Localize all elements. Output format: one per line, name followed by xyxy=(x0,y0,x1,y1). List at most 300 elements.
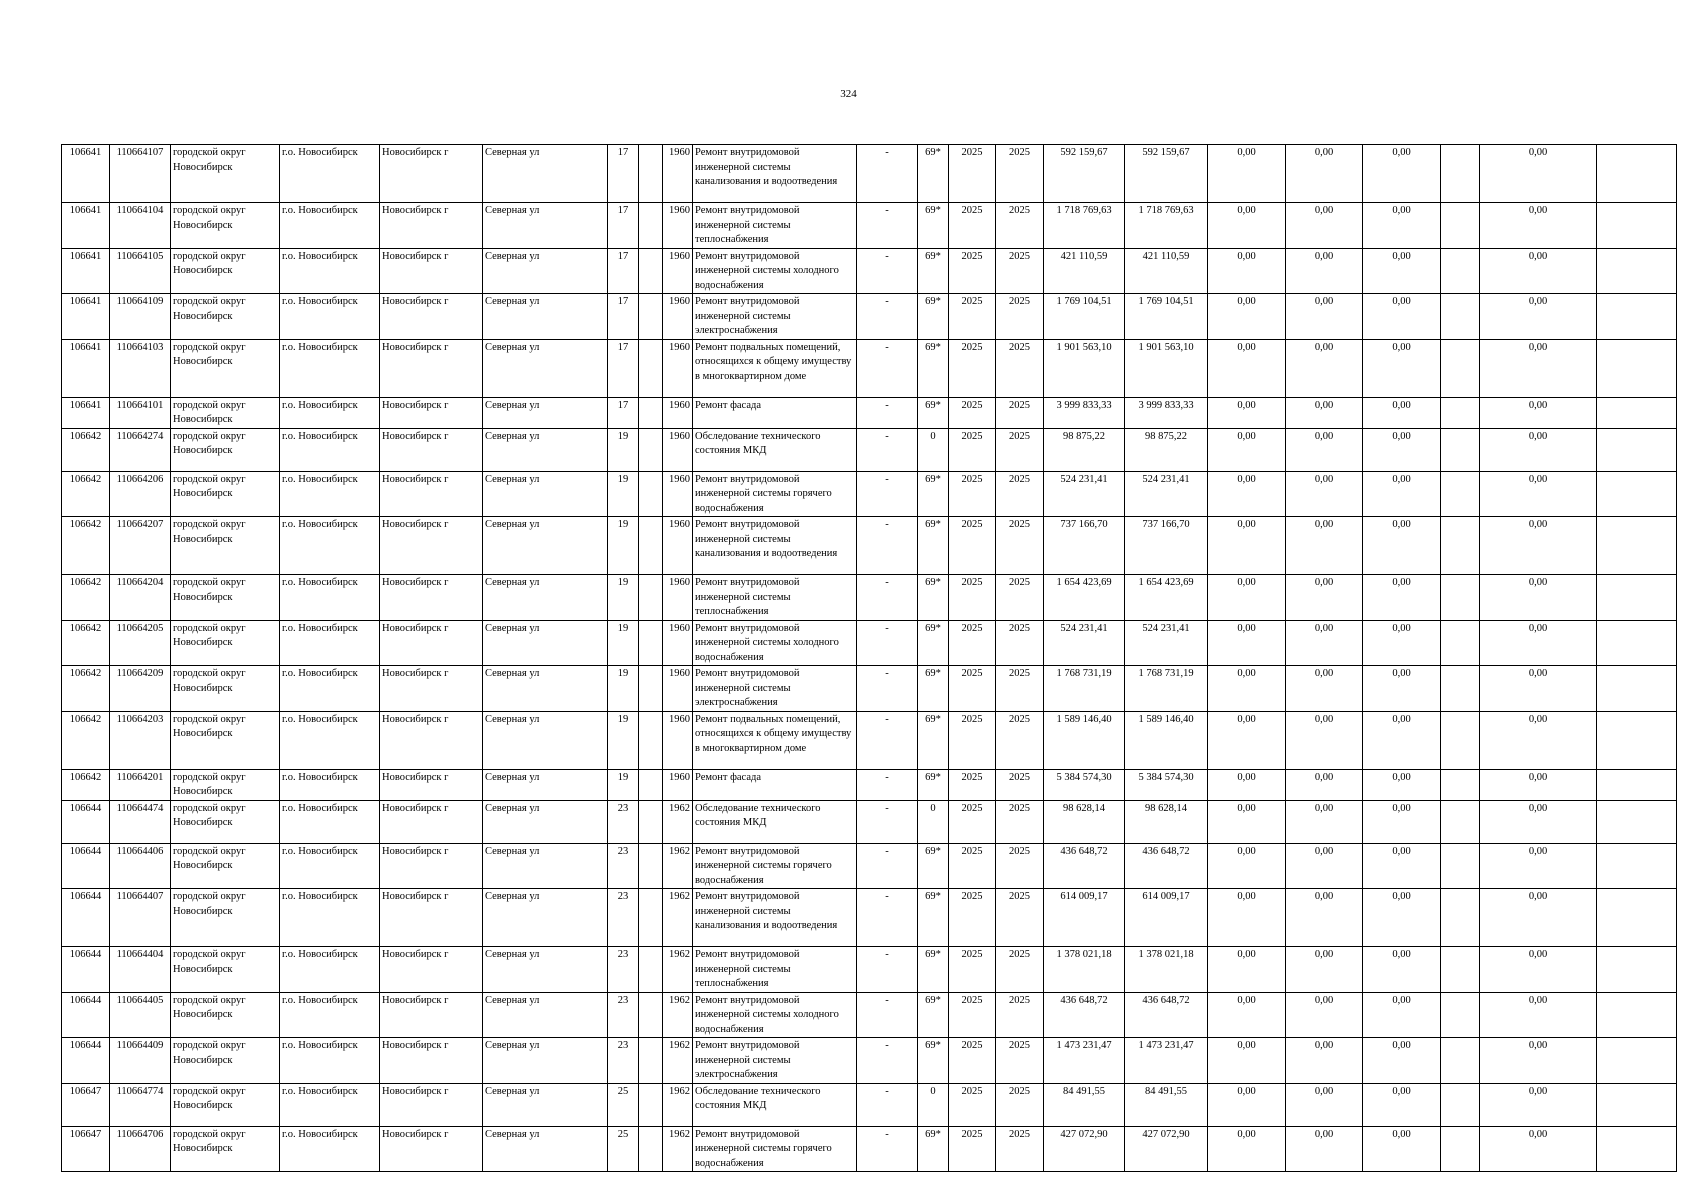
building-cell xyxy=(639,1038,663,1084)
total-cost-cell: 436 648,72 xyxy=(1044,843,1125,889)
table-row xyxy=(62,666,1677,712)
amount-4-cell xyxy=(1441,428,1480,471)
amount-1-cell: 0,00 xyxy=(1208,843,1286,889)
street-cell: Северная ул xyxy=(483,800,608,843)
total-cost-cell: 1 378 021,18 xyxy=(1044,947,1125,993)
table-row xyxy=(62,992,1677,1038)
dash-cell: - xyxy=(857,1126,918,1172)
city-cell: Новосибирск г xyxy=(380,992,483,1038)
building-cell xyxy=(639,471,663,517)
street-cell: Северная ул xyxy=(483,947,608,993)
year-start-cell: 2025 xyxy=(949,1038,996,1084)
year-start-cell: 2025 xyxy=(949,397,996,428)
row-id-cell: 106642 xyxy=(62,666,110,712)
settlement-cell: г.о. Новосибирск xyxy=(280,248,380,294)
amount-1-cell: 0,00 xyxy=(1208,575,1286,621)
work-type-cell: Ремонт внутридомовой инженерной системы канализования и водоотведения xyxy=(693,517,857,575)
table-row xyxy=(62,620,1677,666)
house-number-cell: 17 xyxy=(608,397,639,428)
municipality-cell: городской округ Новосибирск xyxy=(171,769,280,800)
amount-5-cell: 0,00 xyxy=(1480,992,1597,1038)
fund-cost-cell: 98 875,22 xyxy=(1125,428,1208,471)
build-year-cell: 1962 xyxy=(663,1126,693,1172)
year-end-cell: 2025 xyxy=(996,947,1044,993)
settlement-cell: г.о. Новосибирск xyxy=(280,339,380,397)
amount-5-cell: 0,00 xyxy=(1480,1038,1597,1084)
table-row xyxy=(62,575,1677,621)
total-cost-cell: 1 718 769,63 xyxy=(1044,203,1125,249)
amount-2-cell: 0,00 xyxy=(1286,294,1363,340)
row-code-cell: 110664405 xyxy=(110,992,171,1038)
municipality-cell: городской округ Новосибирск xyxy=(171,575,280,621)
settlement-cell: г.о. Новосибирск xyxy=(280,294,380,340)
wear-cell: 0 xyxy=(918,1083,949,1126)
row-id-cell: 106642 xyxy=(62,471,110,517)
municipality-cell: городской округ Новосибирск xyxy=(171,294,280,340)
row-code-cell: 110664409 xyxy=(110,1038,171,1084)
build-year-cell: 1960 xyxy=(663,769,693,800)
amount-4-cell xyxy=(1441,203,1480,249)
amount-2-cell: 0,00 xyxy=(1286,145,1363,203)
table-row xyxy=(62,769,1677,800)
build-year-cell: 1960 xyxy=(663,248,693,294)
amount-4-cell xyxy=(1441,889,1480,947)
amount-5-cell: 0,00 xyxy=(1480,889,1597,947)
dash-cell: - xyxy=(857,517,918,575)
year-end-cell: 2025 xyxy=(996,769,1044,800)
build-year-cell: 1962 xyxy=(663,843,693,889)
wear-cell: 69* xyxy=(918,843,949,889)
street-cell: Северная ул xyxy=(483,575,608,621)
row-id-cell: 106642 xyxy=(62,575,110,621)
amount-5-cell: 0,00 xyxy=(1480,800,1597,843)
amount-6-cell xyxy=(1597,620,1677,666)
row-code-cell: 110664107 xyxy=(110,145,171,203)
year-start-cell: 2025 xyxy=(949,248,996,294)
amount-2-cell: 0,00 xyxy=(1286,248,1363,294)
amount-5-cell: 0,00 xyxy=(1480,1083,1597,1126)
municipality-cell: городской округ Новосибирск xyxy=(171,843,280,889)
wear-cell: 69* xyxy=(918,992,949,1038)
page-number: 324 xyxy=(840,88,857,100)
amount-6-cell xyxy=(1597,203,1677,249)
house-number-cell: 19 xyxy=(608,471,639,517)
street-cell: Северная ул xyxy=(483,1038,608,1084)
year-end-cell: 2025 xyxy=(996,248,1044,294)
street-cell: Северная ул xyxy=(483,889,608,947)
dash-cell: - xyxy=(857,666,918,712)
amount-5-cell: 0,00 xyxy=(1480,471,1597,517)
build-year-cell: 1962 xyxy=(663,947,693,993)
dash-cell: - xyxy=(857,339,918,397)
amount-6-cell xyxy=(1597,1083,1677,1126)
city-cell: Новосибирск г xyxy=(380,843,483,889)
wear-cell: 0 xyxy=(918,428,949,471)
municipality-cell: городской округ Новосибирск xyxy=(171,666,280,712)
house-number-cell: 17 xyxy=(608,203,639,249)
settlement-cell: г.о. Новосибирск xyxy=(280,843,380,889)
building-cell xyxy=(639,575,663,621)
build-year-cell: 1960 xyxy=(663,666,693,712)
city-cell: Новосибирск г xyxy=(380,1083,483,1126)
row-id-cell: 106641 xyxy=(62,248,110,294)
building-cell xyxy=(639,517,663,575)
work-type-cell: Ремонт внутридомовой инженерной системы теплоснабжения xyxy=(693,203,857,249)
amount-6-cell xyxy=(1597,145,1677,203)
city-cell: Новосибирск г xyxy=(380,620,483,666)
work-type-cell: Ремонт фасада xyxy=(693,769,857,800)
row-code-cell: 110664203 xyxy=(110,711,171,769)
house-number-cell: 17 xyxy=(608,145,639,203)
row-code-cell: 110664201 xyxy=(110,769,171,800)
amount-1-cell: 0,00 xyxy=(1208,1038,1286,1084)
amount-1-cell: 0,00 xyxy=(1208,428,1286,471)
amount-4-cell xyxy=(1441,248,1480,294)
building-cell xyxy=(639,1126,663,1172)
row-id-cell: 106644 xyxy=(62,992,110,1038)
amount-3-cell: 0,00 xyxy=(1363,248,1441,294)
row-id-cell: 106641 xyxy=(62,397,110,428)
amount-5-cell: 0,00 xyxy=(1480,517,1597,575)
amount-1-cell: 0,00 xyxy=(1208,800,1286,843)
work-type-cell: Ремонт внутридомовой инженерной системы холодного водоснабжения xyxy=(693,992,857,1038)
dash-cell: - xyxy=(857,1038,918,1084)
wear-cell: 69* xyxy=(918,575,949,621)
total-cost-cell: 1 589 146,40 xyxy=(1044,711,1125,769)
city-cell: Новосибирск г xyxy=(380,471,483,517)
amount-3-cell: 0,00 xyxy=(1363,620,1441,666)
city-cell: Новосибирск г xyxy=(380,397,483,428)
municipality-cell: городской округ Новосибирск xyxy=(171,339,280,397)
amount-1-cell: 0,00 xyxy=(1208,947,1286,993)
amount-4-cell xyxy=(1441,947,1480,993)
year-end-cell: 2025 xyxy=(996,1083,1044,1126)
city-cell: Новосибирск г xyxy=(380,203,483,249)
amount-5-cell: 0,00 xyxy=(1480,769,1597,800)
amount-4-cell xyxy=(1441,711,1480,769)
amount-4-cell xyxy=(1441,339,1480,397)
house-number-cell: 23 xyxy=(608,843,639,889)
amount-2-cell: 0,00 xyxy=(1286,1126,1363,1172)
wear-cell: 69* xyxy=(918,947,949,993)
house-number-cell: 17 xyxy=(608,294,639,340)
fund-cost-cell: 1 768 731,19 xyxy=(1125,666,1208,712)
amount-4-cell xyxy=(1441,620,1480,666)
amount-1-cell: 0,00 xyxy=(1208,666,1286,712)
city-cell: Новосибирск г xyxy=(380,517,483,575)
work-type-cell: Обследование технического состояния МКД xyxy=(693,1083,857,1126)
amount-6-cell xyxy=(1597,947,1677,993)
municipality-cell: городской округ Новосибирск xyxy=(171,145,280,203)
row-code-cell: 110664207 xyxy=(110,517,171,575)
table-row xyxy=(62,397,1677,428)
building-cell xyxy=(639,843,663,889)
house-number-cell: 17 xyxy=(608,339,639,397)
settlement-cell: г.о. Новосибирск xyxy=(280,947,380,993)
year-end-cell: 2025 xyxy=(996,339,1044,397)
wear-cell: 0 xyxy=(918,800,949,843)
row-id-cell: 106642 xyxy=(62,769,110,800)
settlement-cell: г.о. Новосибирск xyxy=(280,800,380,843)
fund-cost-cell: 737 166,70 xyxy=(1125,517,1208,575)
amount-3-cell: 0,00 xyxy=(1363,947,1441,993)
amount-1-cell: 0,00 xyxy=(1208,1083,1286,1126)
amount-1-cell: 0,00 xyxy=(1208,889,1286,947)
settlement-cell: г.о. Новосибирск xyxy=(280,769,380,800)
work-type-cell: Ремонт внутридомовой инженерной системы электроснабжения xyxy=(693,294,857,340)
year-start-cell: 2025 xyxy=(949,428,996,471)
year-end-cell: 2025 xyxy=(996,843,1044,889)
year-end-cell: 2025 xyxy=(996,1038,1044,1084)
table-row xyxy=(62,145,1677,203)
building-cell xyxy=(639,294,663,340)
amount-6-cell xyxy=(1597,339,1677,397)
dash-cell: - xyxy=(857,843,918,889)
table-row xyxy=(62,1038,1677,1084)
amount-4-cell xyxy=(1441,769,1480,800)
amount-2-cell: 0,00 xyxy=(1286,711,1363,769)
amount-4-cell xyxy=(1441,800,1480,843)
wear-cell: 69* xyxy=(918,711,949,769)
wear-cell: 69* xyxy=(918,666,949,712)
amount-6-cell xyxy=(1597,843,1677,889)
year-end-cell: 2025 xyxy=(996,800,1044,843)
total-cost-cell: 5 384 574,30 xyxy=(1044,769,1125,800)
fund-cost-cell: 3 999 833,33 xyxy=(1125,397,1208,428)
amount-5-cell: 0,00 xyxy=(1480,711,1597,769)
year-end-cell: 2025 xyxy=(996,711,1044,769)
amount-4-cell xyxy=(1441,1126,1480,1172)
building-cell xyxy=(639,711,663,769)
build-year-cell: 1960 xyxy=(663,428,693,471)
year-end-cell: 2025 xyxy=(996,517,1044,575)
city-cell: Новосибирск г xyxy=(380,145,483,203)
dash-cell: - xyxy=(857,203,918,249)
wear-cell: 69* xyxy=(918,248,949,294)
amount-3-cell: 0,00 xyxy=(1363,800,1441,843)
house-number-cell: 19 xyxy=(608,428,639,471)
city-cell: Новосибирск г xyxy=(380,294,483,340)
amount-4-cell xyxy=(1441,397,1480,428)
house-number-cell: 25 xyxy=(608,1083,639,1126)
table-row xyxy=(62,428,1677,471)
fund-cost-cell: 1 473 231,47 xyxy=(1125,1038,1208,1084)
amount-6-cell xyxy=(1597,889,1677,947)
work-type-cell: Ремонт внутридомовой инженерной системы канализования и водоотведения xyxy=(693,145,857,203)
row-code-cell: 110664406 xyxy=(110,843,171,889)
row-id-cell: 106647 xyxy=(62,1083,110,1126)
row-code-cell: 110664774 xyxy=(110,1083,171,1126)
work-type-cell: Ремонт внутридомовой инженерной системы электроснабжения xyxy=(693,666,857,712)
dash-cell: - xyxy=(857,620,918,666)
amount-4-cell xyxy=(1441,666,1480,712)
amount-3-cell: 0,00 xyxy=(1363,203,1441,249)
amount-1-cell: 0,00 xyxy=(1208,1126,1286,1172)
fund-cost-cell: 614 009,17 xyxy=(1125,889,1208,947)
row-code-cell: 110664205 xyxy=(110,620,171,666)
table-row xyxy=(62,339,1677,397)
wear-cell: 69* xyxy=(918,471,949,517)
settlement-cell: г.о. Новосибирск xyxy=(280,471,380,517)
amount-5-cell: 0,00 xyxy=(1480,203,1597,249)
build-year-cell: 1960 xyxy=(663,203,693,249)
amount-2-cell: 0,00 xyxy=(1286,1038,1363,1084)
total-cost-cell: 436 648,72 xyxy=(1044,992,1125,1038)
year-start-cell: 2025 xyxy=(949,889,996,947)
wear-cell: 69* xyxy=(918,620,949,666)
municipality-cell: городской округ Новосибирск xyxy=(171,517,280,575)
house-number-cell: 23 xyxy=(608,889,639,947)
row-code-cell: 110664209 xyxy=(110,666,171,712)
house-number-cell: 23 xyxy=(608,947,639,993)
year-start-cell: 2025 xyxy=(949,575,996,621)
building-cell xyxy=(639,800,663,843)
dash-cell: - xyxy=(857,1083,918,1126)
dash-cell: - xyxy=(857,769,918,800)
amount-3-cell: 0,00 xyxy=(1363,843,1441,889)
wear-cell: 69* xyxy=(918,517,949,575)
work-type-cell: Обследование технического состояния МКД xyxy=(693,800,857,843)
fund-cost-cell: 84 491,55 xyxy=(1125,1083,1208,1126)
amount-4-cell xyxy=(1441,1083,1480,1126)
municipality-cell: городской округ Новосибирск xyxy=(171,800,280,843)
settlement-cell: г.о. Новосибирск xyxy=(280,145,380,203)
work-type-cell: Ремонт внутридомовой инженерной системы электроснабжения xyxy=(693,1038,857,1084)
year-end-cell: 2025 xyxy=(996,889,1044,947)
city-cell: Новосибирск г xyxy=(380,248,483,294)
house-number-cell: 19 xyxy=(608,666,639,712)
total-cost-cell: 524 231,41 xyxy=(1044,620,1125,666)
dash-cell: - xyxy=(857,397,918,428)
row-id-cell: 106644 xyxy=(62,800,110,843)
row-code-cell: 110664706 xyxy=(110,1126,171,1172)
row-id-cell: 106641 xyxy=(62,294,110,340)
year-end-cell: 2025 xyxy=(996,428,1044,471)
house-number-cell: 23 xyxy=(608,992,639,1038)
year-end-cell: 2025 xyxy=(996,1126,1044,1172)
amount-3-cell: 0,00 xyxy=(1363,1083,1441,1126)
settlement-cell: г.о. Новосибирск xyxy=(280,1038,380,1084)
amount-6-cell xyxy=(1597,992,1677,1038)
fund-cost-cell: 436 648,72 xyxy=(1125,992,1208,1038)
year-end-cell: 2025 xyxy=(996,471,1044,517)
amount-5-cell: 0,00 xyxy=(1480,947,1597,993)
amount-6-cell xyxy=(1597,471,1677,517)
amount-1-cell: 0,00 xyxy=(1208,294,1286,340)
street-cell: Северная ул xyxy=(483,248,608,294)
build-year-cell: 1962 xyxy=(663,992,693,1038)
amount-3-cell: 0,00 xyxy=(1363,711,1441,769)
year-start-cell: 2025 xyxy=(949,620,996,666)
work-type-cell: Ремонт подвальных помещений, относящихся к общему имуществу в многоквартирном доме xyxy=(693,711,857,769)
dash-cell: - xyxy=(857,947,918,993)
house-number-cell: 17 xyxy=(608,248,639,294)
city-cell: Новосибирск г xyxy=(380,889,483,947)
amount-5-cell: 0,00 xyxy=(1480,1126,1597,1172)
settlement-cell: г.о. Новосибирск xyxy=(280,203,380,249)
total-cost-cell: 1 769 104,51 xyxy=(1044,294,1125,340)
fund-cost-cell: 592 159,67 xyxy=(1125,145,1208,203)
build-year-cell: 1962 xyxy=(663,800,693,843)
building-cell xyxy=(639,620,663,666)
row-code-cell: 110664206 xyxy=(110,471,171,517)
year-start-cell: 2025 xyxy=(949,769,996,800)
amount-2-cell: 0,00 xyxy=(1286,889,1363,947)
municipality-cell: городской округ Новосибирск xyxy=(171,1083,280,1126)
amount-2-cell: 0,00 xyxy=(1286,517,1363,575)
amount-3-cell: 0,00 xyxy=(1363,517,1441,575)
table-row xyxy=(62,711,1677,769)
settlement-cell: г.о. Новосибирск xyxy=(280,666,380,712)
amount-1-cell: 0,00 xyxy=(1208,769,1286,800)
wear-cell: 69* xyxy=(918,339,949,397)
fund-cost-cell: 427 072,90 xyxy=(1125,1126,1208,1172)
amount-1-cell: 0,00 xyxy=(1208,397,1286,428)
row-code-cell: 110664104 xyxy=(110,203,171,249)
fund-cost-cell: 1 589 146,40 xyxy=(1125,711,1208,769)
row-id-cell: 106644 xyxy=(62,947,110,993)
table-row xyxy=(62,1083,1677,1126)
wear-cell: 69* xyxy=(918,769,949,800)
house-number-cell: 19 xyxy=(608,769,639,800)
dash-cell: - xyxy=(857,248,918,294)
table-row xyxy=(62,800,1677,843)
municipality-cell: городской округ Новосибирск xyxy=(171,397,280,428)
house-number-cell: 25 xyxy=(608,1126,639,1172)
row-code-cell: 110664101 xyxy=(110,397,171,428)
wear-cell: 69* xyxy=(918,294,949,340)
work-type-cell: Обследование технического состояния МКД xyxy=(693,428,857,471)
street-cell: Северная ул xyxy=(483,620,608,666)
street-cell: Северная ул xyxy=(483,145,608,203)
wear-cell: 69* xyxy=(918,203,949,249)
year-end-cell: 2025 xyxy=(996,620,1044,666)
amount-6-cell xyxy=(1597,800,1677,843)
fund-cost-cell: 5 384 574,30 xyxy=(1125,769,1208,800)
building-cell xyxy=(639,339,663,397)
row-code-cell: 110664109 xyxy=(110,294,171,340)
row-id-cell: 106641 xyxy=(62,203,110,249)
street-cell: Северная ул xyxy=(483,339,608,397)
row-code-cell: 110664105 xyxy=(110,248,171,294)
row-id-cell: 106642 xyxy=(62,517,110,575)
amount-2-cell: 0,00 xyxy=(1286,471,1363,517)
row-code-cell: 110664404 xyxy=(110,947,171,993)
work-type-cell: Ремонт внутридомовой инженерной системы теплоснабжения xyxy=(693,575,857,621)
building-cell xyxy=(639,145,663,203)
amount-1-cell: 0,00 xyxy=(1208,517,1286,575)
row-code-cell: 110664204 xyxy=(110,575,171,621)
build-year-cell: 1962 xyxy=(663,1038,693,1084)
amount-5-cell: 0,00 xyxy=(1480,428,1597,471)
amount-5-cell: 0,00 xyxy=(1480,145,1597,203)
house-number-cell: 23 xyxy=(608,800,639,843)
total-cost-cell: 524 231,41 xyxy=(1044,471,1125,517)
amount-1-cell: 0,00 xyxy=(1208,248,1286,294)
fund-cost-cell: 1 378 021,18 xyxy=(1125,947,1208,993)
table-row xyxy=(62,294,1677,340)
amount-6-cell xyxy=(1597,517,1677,575)
amount-2-cell: 0,00 xyxy=(1286,620,1363,666)
work-type-cell: Ремонт внутридомовой инженерной системы горячего водоснабжения xyxy=(693,843,857,889)
year-start-cell: 2025 xyxy=(949,1126,996,1172)
table-row xyxy=(62,248,1677,294)
city-cell: Новосибирск г xyxy=(380,711,483,769)
fund-cost-cell: 436 648,72 xyxy=(1125,843,1208,889)
fund-cost-cell: 1 901 563,10 xyxy=(1125,339,1208,397)
municipality-cell: городской округ Новосибирск xyxy=(171,947,280,993)
amount-1-cell: 0,00 xyxy=(1208,145,1286,203)
